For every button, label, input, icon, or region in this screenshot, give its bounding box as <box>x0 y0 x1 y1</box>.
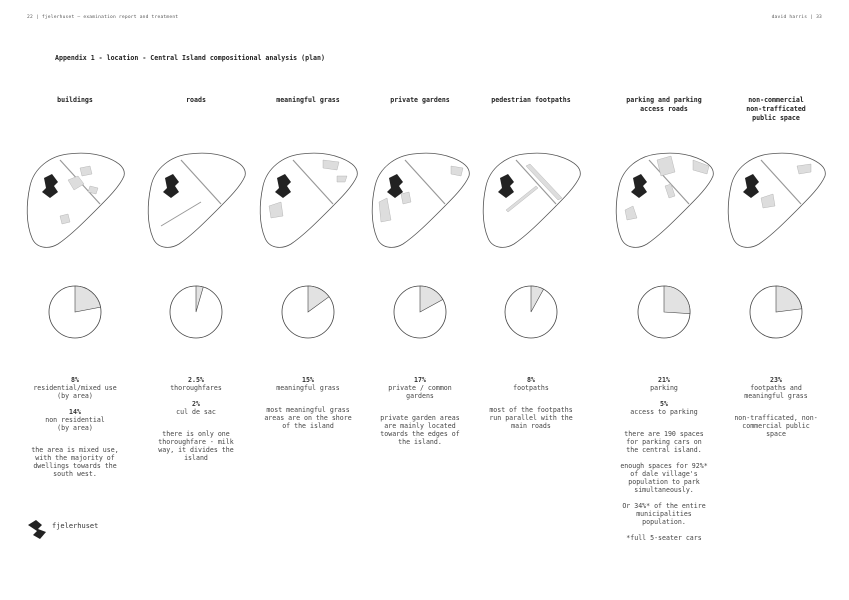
description-line: there is only one <box>162 430 230 438</box>
island-map <box>20 146 130 256</box>
stat-percentage: 17% <box>414 376 426 384</box>
island-map <box>141 146 251 256</box>
stat-percentage: 21% <box>658 376 670 384</box>
description-line: of dale village's <box>630 470 698 478</box>
description-paragraph <box>720 414 832 438</box>
stat-percentage: 14% <box>69 408 81 416</box>
pie-chart <box>633 281 695 343</box>
pie-chart <box>745 281 807 343</box>
analysis-column <box>364 96 476 454</box>
pie-slice <box>776 286 802 312</box>
description-paragraph <box>19 446 131 478</box>
analysis-column <box>19 96 131 486</box>
column-heading-line: meaningful grass <box>276 96 340 104</box>
stat-percentage: 15% <box>302 376 314 384</box>
pie-chart <box>277 281 339 343</box>
description-line: municipalities <box>636 510 692 518</box>
stat-percentage: 23% <box>770 376 782 384</box>
column-heading-line: parking and parking <box>626 96 702 104</box>
description-line: most meaningful grass <box>266 406 350 414</box>
column-description <box>608 430 720 542</box>
analysis-column <box>252 96 364 438</box>
stat-label: parking <box>650 384 678 392</box>
column-heading <box>720 96 832 126</box>
column-description <box>475 406 587 430</box>
stat-label: (by area) <box>57 424 93 432</box>
page-header-left: 22 | fjelerhuset – examination report and treatment <box>27 15 179 20</box>
description-line: the island. <box>398 438 442 446</box>
description-line: population to park <box>628 478 700 486</box>
description-paragraph <box>608 430 720 454</box>
island-map <box>253 146 363 256</box>
column-stats <box>140 376 252 416</box>
column-heading-line: non-commercial <box>748 96 804 104</box>
stat-label: non residential <box>45 416 105 424</box>
description-line: space <box>766 430 786 438</box>
column-heading-line: private gardens <box>390 96 450 104</box>
column-heading <box>608 96 720 126</box>
column-stats <box>19 376 131 432</box>
column-stats <box>475 376 587 392</box>
column-heading-line: pedestrian footpaths <box>491 96 571 104</box>
column-heading <box>475 96 587 126</box>
description-line: with the majority of <box>35 454 115 462</box>
pie-chart <box>44 281 106 343</box>
description-paragraph <box>252 406 364 430</box>
description-line: of the island <box>282 422 334 430</box>
column-stats <box>364 376 476 400</box>
description-paragraph <box>364 414 476 446</box>
description-paragraph <box>608 462 720 494</box>
stat-percentage: 8% <box>71 376 79 384</box>
description-line: for parking cars on <box>626 438 702 446</box>
description-line: towards the edges of <box>380 430 460 438</box>
analysis-column <box>608 96 720 550</box>
column-heading-line: roads <box>186 96 206 104</box>
stats-spacer <box>140 392 252 400</box>
island-map <box>609 146 719 256</box>
fjelerhuset-logo-icon <box>26 517 50 541</box>
analysis-column <box>475 96 587 438</box>
column-heading-line: non-trafficated <box>746 105 806 113</box>
stat-label: private / common <box>388 384 452 392</box>
description-line: main roads <box>511 422 551 430</box>
column-stats <box>608 376 720 416</box>
description-line: areas are on the shore <box>264 414 352 422</box>
pie-slice <box>664 286 690 314</box>
column-description <box>19 446 131 478</box>
pie-chart <box>500 281 562 343</box>
description-line: the area is mixed use, <box>31 446 119 454</box>
column-stats <box>720 376 832 400</box>
column-description <box>720 414 832 438</box>
stat-label: footpaths <box>513 384 549 392</box>
description-line: thoroughfare - milk <box>158 438 234 446</box>
description-line: run parallel with the <box>489 414 573 422</box>
analysis-column <box>720 96 832 446</box>
description-line: commercial public <box>742 422 810 430</box>
stat-label: thoroughfares <box>170 384 222 392</box>
description-line: simultaneously. <box>634 486 694 494</box>
column-heading <box>252 96 364 126</box>
stat-label: access to parking <box>630 408 698 416</box>
island-map <box>721 146 831 256</box>
logo-text: fjelerhuset <box>52 522 99 530</box>
column-description <box>364 414 476 446</box>
column-heading <box>140 96 252 126</box>
column-stats <box>252 376 364 392</box>
stat-label: (by area) <box>57 392 93 400</box>
stat-percentage: 5% <box>660 400 668 408</box>
pie-chart <box>165 281 227 343</box>
column-description <box>252 406 364 430</box>
description-paragraph <box>608 534 720 542</box>
description-line: private garden areas <box>380 414 460 422</box>
stat-percentage: 2.5% <box>188 376 204 384</box>
column-heading-line: access roads <box>640 105 688 113</box>
description-line: island <box>184 454 208 462</box>
description-paragraph <box>475 406 587 430</box>
stat-label: meaningful grass <box>744 392 808 400</box>
column-heading <box>19 96 131 126</box>
column-description <box>140 430 252 462</box>
description-line: *full 5-seater cars <box>626 534 702 542</box>
page-title: Appendix 1 - location - Central Island compositional analysis (plan) <box>55 54 325 62</box>
description-line: south west. <box>53 470 97 478</box>
stat-label: gardens <box>406 392 434 400</box>
description-line: are mainly located <box>384 422 456 430</box>
stat-label: cul de sac <box>176 408 216 416</box>
description-paragraph <box>140 430 252 462</box>
stats-spacer <box>608 392 720 400</box>
column-heading-line: buildings <box>57 96 93 104</box>
column-heading-line: public space <box>752 114 800 122</box>
description-line: most of the footpaths <box>489 406 573 414</box>
description-line: population. <box>642 518 686 526</box>
description-line: there are 190 spaces <box>624 430 704 438</box>
column-heading <box>364 96 476 126</box>
stat-label: residential/mixed use <box>33 384 117 392</box>
description-line: non-trafficated, non- <box>734 414 818 422</box>
stat-label: footpaths and <box>750 384 802 392</box>
description-line: the central island. <box>626 446 702 454</box>
pie-chart <box>389 281 451 343</box>
page-header-right: david harris | 33 <box>771 15 822 20</box>
description-line: enough spaces for 92%* <box>620 462 708 470</box>
island-map <box>365 146 475 256</box>
description-line: dwellings towards the <box>33 462 117 470</box>
stat-percentage: 2% <box>192 400 200 408</box>
description-paragraph <box>608 502 720 526</box>
analysis-column <box>140 96 252 470</box>
description-line: way, it divides the <box>158 446 234 454</box>
stats-spacer <box>19 400 131 408</box>
description-line: Or 34%* of the entire <box>622 502 706 510</box>
island-map <box>476 146 586 256</box>
pie-slice <box>75 286 101 312</box>
stat-percentage: 8% <box>527 376 535 384</box>
stat-label: meaningful grass <box>276 384 340 392</box>
